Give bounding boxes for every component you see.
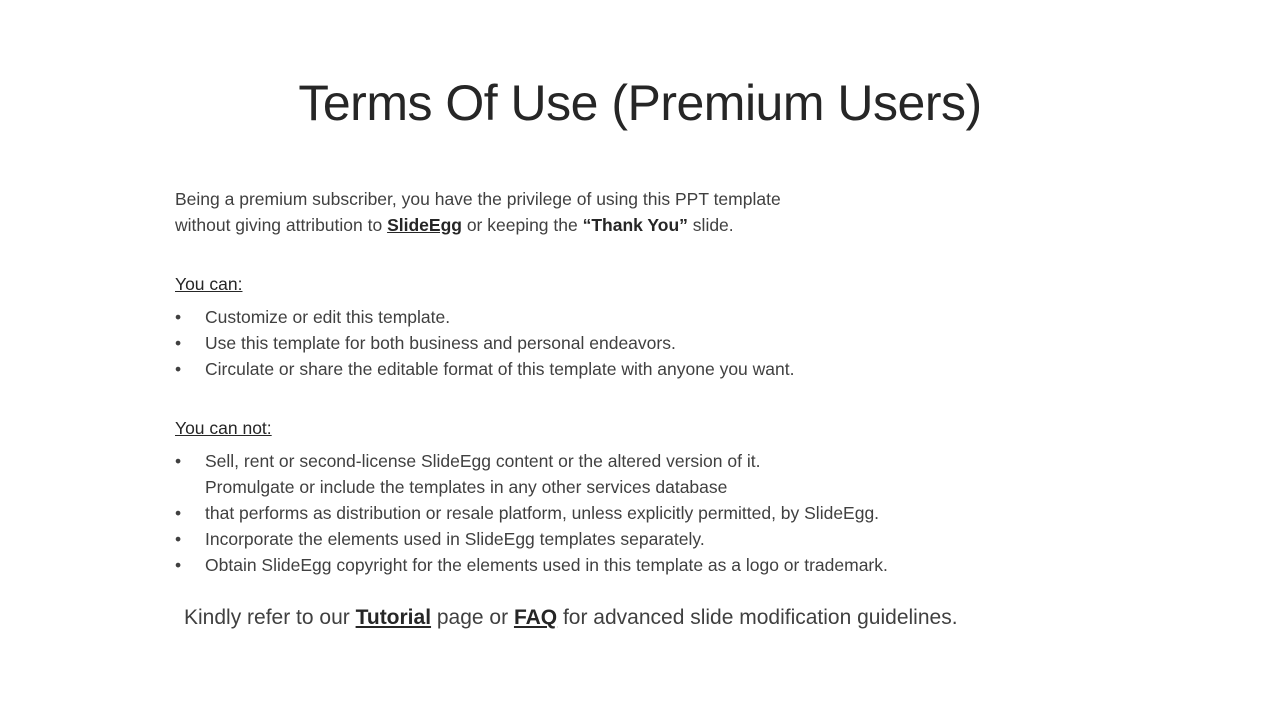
intro-line-2-suffix: slide. xyxy=(687,215,734,235)
faq-link[interactable]: FAQ xyxy=(513,606,558,629)
terms-body xyxy=(175,186,1075,578)
footer-suffix: for advanced slide modification guidelines. xyxy=(557,606,958,629)
tutorial-link[interactable]: Tutorial xyxy=(355,606,432,629)
list-item-text: Use this template for both business and personal endeavors. xyxy=(205,333,676,353)
list-item-text: Circulate or share the editable format of this template with anyone you want. xyxy=(205,359,795,379)
list-item xyxy=(175,330,1075,356)
intro-line-2-prefix: without giving attribution to xyxy=(175,215,388,235)
list-item-text: that performs as distribution or resale platform, unless explicitly permitted, by SlideEgg. xyxy=(205,503,880,523)
list-item xyxy=(175,304,1075,330)
list-item xyxy=(175,526,1075,552)
bullet-icon: • xyxy=(175,333,182,353)
list-item-text: Sell, rent or second-license SlideEgg content or the altered version of it. xyxy=(205,451,761,471)
list-item xyxy=(175,500,1075,526)
bullet-icon: • xyxy=(175,359,182,379)
you-can-not-list xyxy=(175,448,1075,578)
intro-line-1: Being a premium subscriber, you have the privilege of using this PPT template xyxy=(175,189,781,209)
list-item xyxy=(175,356,1075,382)
you-can-heading: You can: xyxy=(175,274,243,294)
list-item xyxy=(175,448,1075,474)
footer-note xyxy=(184,603,958,633)
intro-line-2-middle: or keeping the xyxy=(461,215,583,235)
bullet-icon: • xyxy=(175,307,182,327)
list-item-text: Promulgate or include the templates in any other services database xyxy=(205,477,728,497)
footer-prefix: Kindly refer to our xyxy=(184,606,356,629)
list-item-continuation xyxy=(175,474,1075,500)
intro-line-2 xyxy=(175,212,1075,238)
bullet-icon: • xyxy=(175,555,182,575)
list-item-text: Customize or edit this template. xyxy=(205,307,451,327)
list-item-text: Obtain SlideEgg copyright for the elements used in this template as a logo or trademark. xyxy=(205,555,888,575)
bullet-icon: • xyxy=(175,451,182,471)
bullet-icon: • xyxy=(175,529,182,549)
intro-paragraph xyxy=(175,186,1075,238)
you-can-list xyxy=(175,304,1075,382)
bullet-icon: • xyxy=(175,503,182,523)
you-can-not-heading: You can not: xyxy=(175,418,272,438)
list-item-text: Incorporate the elements used in SlideEgg templates separately. xyxy=(205,529,705,549)
thank-you-text: “Thank You” xyxy=(582,215,688,235)
page-title: Terms Of Use (Premium Users) xyxy=(298,75,982,131)
list-item xyxy=(175,552,1075,578)
footer-middle: page or xyxy=(431,606,514,629)
slideegg-link[interactable]: SlideEgg xyxy=(387,215,462,235)
